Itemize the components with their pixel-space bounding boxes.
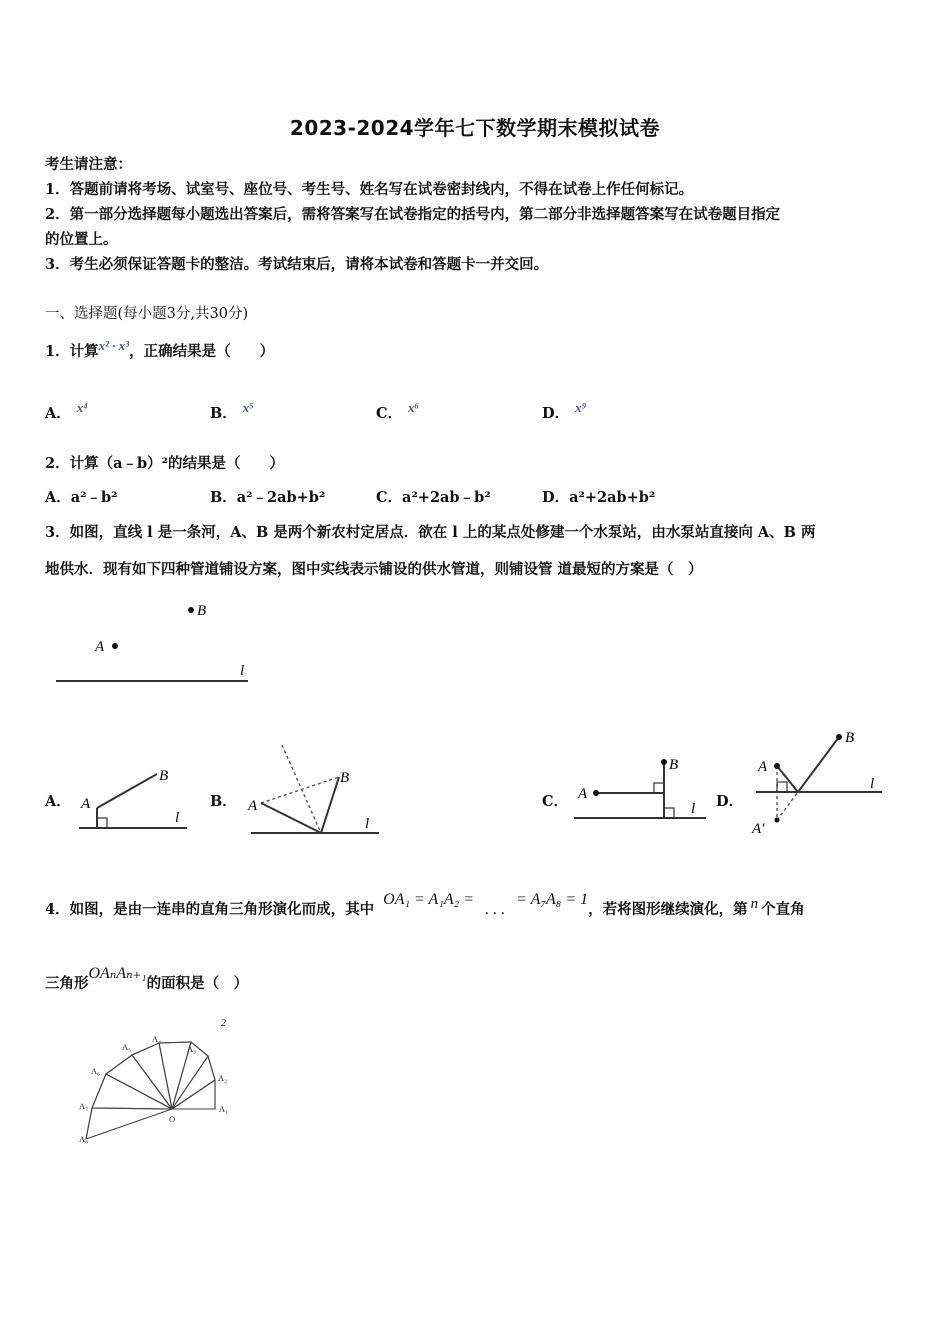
svg-text:l: l	[691, 801, 696, 817]
svg-text:l: l	[365, 816, 370, 832]
svg-text:B: B	[845, 730, 855, 746]
svg-text:A₄: A₄	[152, 1034, 162, 1044]
label-a: A	[95, 639, 105, 655]
q2-option-b: B．a²﹣2ab+b²	[210, 489, 326, 506]
notice-item-2: 2．第一部分选择题每小题选出答案后，需将答案写在试卷指定的括号内，第二部分非选择题答案写在试卷题目指定	[45, 206, 781, 223]
svg-text:A: A	[578, 786, 588, 802]
q3-option-a-figure	[75, 762, 190, 834]
q3-option-d-label: D．	[716, 793, 744, 810]
q3-option-b-figure	[245, 740, 385, 845]
q3-main-figure	[50, 595, 260, 690]
svg-text:l: l	[175, 810, 180, 826]
q3-option-a-label: A．	[45, 793, 71, 810]
svg-text:A₂: A₂	[218, 1073, 228, 1083]
point-a	[112, 643, 118, 649]
q2-text: 2．计算（a﹣b）²的结果是（ ）	[45, 455, 284, 472]
notice-item-3: 3．考生必须保证答题卡的整洁。考试结束后，请将本试卷和答题卡一并交回。	[45, 256, 549, 273]
q1-option-c: C． x⁶	[376, 400, 420, 422]
label-b: B	[197, 603, 207, 619]
svg-text:A₃: A₃	[187, 1044, 197, 1054]
svg-text:A: A	[248, 798, 258, 814]
svg-text:B: B	[159, 768, 169, 784]
q3-line2: 地供水．现有如下四种管道铺设方案，图中实线表示铺设的供水管道，则铺设管 道最短的方案是（ ）	[45, 561, 703, 578]
q3-option-d-figure	[748, 722, 898, 840]
svg-text:A₆: A₆	[91, 1066, 101, 1076]
svg-text:O: O	[169, 1114, 176, 1124]
svg-text:B: B	[340, 770, 350, 786]
section-heading: 一、选择题(每小题3分,共30分)	[45, 306, 249, 322]
svg-text:l: l	[870, 776, 875, 792]
page-title: 2023-2024学年七下数学期末模拟试卷	[289, 116, 661, 140]
q1-text	[45, 340, 274, 361]
q4-line1: 4．如图，是由一连串的直角三角形演化而成，其中 OA₁ = A₁A₂ = . . . = A₇A₈ = 1，若将图形继续演化，第 n 个直角	[45, 891, 805, 918]
q1-expr: x² · x³	[98, 338, 130, 353]
q3-option-b-label: B．	[210, 793, 237, 810]
q4-spiral-figure	[75, 1012, 245, 1147]
q3-option-c-label: C．	[542, 793, 569, 810]
svg-text:A: A	[758, 759, 768, 775]
q4-line2: 三角形OAₙAₙ₊₁的面积是（ ）	[45, 965, 249, 992]
q2-option-c: C．a²+2ab﹣b²	[376, 489, 491, 506]
notice-heading: 考生请注意：	[45, 156, 132, 173]
point-b	[188, 607, 194, 613]
q1-option-a: A． x⁴	[45, 400, 88, 422]
q1-prefix: 1．计算	[45, 343, 99, 360]
q2-option-d: D．a²+2ab+b²	[542, 489, 656, 506]
q1-suffix: ，正确结果是（ ）	[129, 343, 275, 360]
svg-text:A: A	[81, 796, 91, 812]
svg-text:A₇: A₇	[79, 1101, 89, 1111]
svg-text:A′: A′	[752, 821, 765, 837]
notice-item-1: 1．答题前请将考场、试室号、座位号、考生号、姓名写在试卷密封线内，不得在试卷上作任何标记。	[45, 181, 694, 198]
q3-option-c-figure	[570, 750, 710, 825]
svg-text:A₁: A₁	[219, 1104, 229, 1114]
stray-mark: 2	[221, 1018, 226, 1029]
q1-option-d: D． x⁹	[542, 400, 587, 422]
notice-item-2-cont: 的位置上。	[45, 231, 118, 248]
svg-text:B: B	[669, 757, 679, 773]
q1-option-b: B． x⁵	[210, 400, 254, 422]
q3-line1: 3．如图，直线 l 是一条河，A、B 是两个新农村定居点．欲在 l 上的某点处修建一个水泵站，由水泵站直接向 A、B 两	[45, 524, 816, 541]
svg-text:A₅: A₅	[122, 1042, 132, 1052]
q2-option-a: A．a²﹣b²	[45, 489, 118, 506]
label-l: l	[240, 663, 245, 679]
svg-text:A₈: A₈	[79, 1134, 89, 1144]
